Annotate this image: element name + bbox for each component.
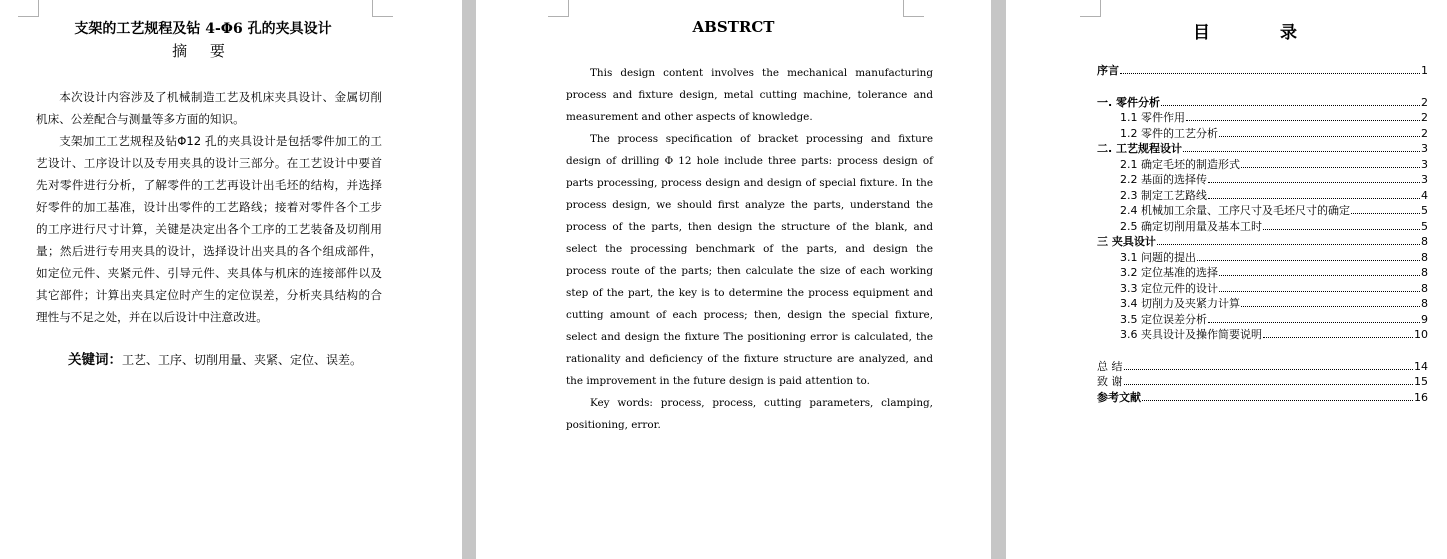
toc-entry[interactable] xyxy=(1097,126,1428,142)
toc-leader-dots xyxy=(1197,260,1420,261)
toc-page-number: 2 xyxy=(1421,126,1428,140)
chinese-abstract-body xyxy=(36,86,382,328)
toc-page-number: 8 xyxy=(1421,250,1428,264)
toc-leader-dots xyxy=(1208,198,1420,199)
toc-page-number: 8 xyxy=(1421,266,1428,279)
toc-entry-text: 总 结 xyxy=(1097,359,1123,373)
toc-page-number: 4 xyxy=(1421,188,1428,202)
toc-leader-dots xyxy=(1183,151,1420,152)
toc-entry[interactable] xyxy=(1097,172,1428,188)
crop-mark xyxy=(1080,0,1101,17)
toc-leader-dots xyxy=(1219,275,1420,276)
toc-leader-dots xyxy=(1351,213,1420,214)
toc-page-number: 3 xyxy=(1421,142,1428,155)
toc-leader-dots xyxy=(1241,167,1420,168)
toc-entry-text: 2.4 机械加工余量、工序尺寸及毛坯尺寸的确定 xyxy=(1120,204,1350,217)
keywords-line xyxy=(68,348,362,368)
toc-title: 目 录 xyxy=(1193,23,1329,43)
toc-entry-text: 3.5 定位误差分析 xyxy=(1120,312,1207,326)
toc-entry-text: 二. 工艺规程设计 xyxy=(1097,142,1183,155)
toc-entry[interactable] xyxy=(1097,327,1428,343)
toc-leader-dots xyxy=(1208,322,1420,323)
toc-leader-dots xyxy=(1208,182,1420,183)
toc-entry[interactable] xyxy=(1097,188,1428,204)
toc-page-number: 8 xyxy=(1421,281,1428,295)
toc-leader-dots xyxy=(1219,136,1420,137)
toc-leader-dots xyxy=(1263,337,1413,338)
toc-entry-text: 序言 xyxy=(1097,64,1119,77)
toc-leader-dots xyxy=(1263,229,1420,230)
abstract-paragraph: 支架加工工艺规程及钻Φ12 孔的夹具设计是包括零件加工的工艺设计、工序设计以及专用夹具的设计三部分。在工艺设计中要首先对零件进行分析，了解零件的工艺再设计出毛坯的结构，并选择好零件的加工基准，设计出零件的工艺路线；接着对零件各个工步的工序进行尺寸计算，关键是决定出各个工序的工艺装备及切削用量；然后进行专用夹具的设计，选择设计出夹具的各个组成部件，如定位元件、夹紧元件、引导元件、夹具体与机床的连接部件以及其它部件；计算出夹具定位时产生的定位误差，分析夹具结构的合理性与不足之处，并在以后设计中注意改进。 xyxy=(36,134,382,324)
toc-leader-dots xyxy=(1219,291,1420,292)
crop-mark xyxy=(372,0,393,17)
toc-leader-dots xyxy=(1186,120,1420,121)
toc-page-number: 5 xyxy=(1421,204,1428,217)
toc-leader-dots xyxy=(1124,369,1414,370)
toc-entry-text: 2.2 基面的选择传 xyxy=(1120,173,1207,186)
page-table-of-contents xyxy=(1006,0,1447,559)
document-title: 支架的工艺规程及钻 4-Φ6 孔的夹具设计 xyxy=(74,21,332,37)
toc-entry-text: 致 谢 xyxy=(1097,375,1123,388)
toc-leader-dots xyxy=(1142,400,1413,401)
page-chinese-abstract xyxy=(0,0,462,559)
toc-entry-text: 3.6 夹具设计及操作简要说明 xyxy=(1120,328,1262,341)
toc-leader-dots xyxy=(1161,105,1420,106)
toc-entry-text: 参考文献 xyxy=(1097,390,1141,404)
toc-entry-text: 3.2 定位基准的选择 xyxy=(1120,266,1218,279)
toc-page-number: 2 xyxy=(1421,95,1428,109)
page-english-abstract xyxy=(476,0,991,559)
toc-page-number: 16 xyxy=(1414,390,1428,404)
toc-page-number: 3 xyxy=(1421,173,1428,186)
toc-entry-text: 1.1 零件作用 xyxy=(1120,111,1185,124)
toc-page-number: 9 xyxy=(1421,312,1428,326)
toc-entry-text: 2.5 确定切削用量及基本工时 xyxy=(1120,219,1262,233)
toc-leader-dots xyxy=(1157,244,1420,245)
toc-entry-text: 三 夹具设计 xyxy=(1097,235,1156,248)
toc-entry[interactable] xyxy=(1097,234,1428,250)
toc-page-number: 8 xyxy=(1421,297,1428,310)
toc-leader-dots xyxy=(1124,384,1414,385)
toc-entry[interactable] xyxy=(1097,390,1428,406)
keywords-label: 关键词： xyxy=(68,352,122,368)
toc-entry[interactable] xyxy=(1097,63,1428,79)
toc-page-number: 8 xyxy=(1421,235,1428,248)
toc-entry[interactable] xyxy=(1097,157,1428,173)
toc-entry[interactable] xyxy=(1097,95,1428,111)
toc-entry-text: 2.1 确定毛坯的制造形式 xyxy=(1120,157,1240,171)
toc-entry[interactable] xyxy=(1097,359,1428,375)
abstract-paragraph: This design content involves the mechanical manufacturing process and fixture design, metal cutting machine, tolerance and measurement and other aspects of knowledge. xyxy=(566,67,933,123)
toc-entry-text: 2.3 制定工艺路线 xyxy=(1120,188,1207,202)
toc-entry[interactable] xyxy=(1097,250,1428,266)
toc-entry[interactable] xyxy=(1097,203,1428,219)
abstract-heading: 摘 要 xyxy=(172,42,234,60)
toc-page-number: 1 xyxy=(1421,64,1428,77)
abstract-paragraph: 本次设计内容涉及了机械制造工艺及机床夹具设计、金属切削机床、公差配合与测量等多方面的知识。 xyxy=(36,90,382,126)
toc-entry[interactable] xyxy=(1097,141,1428,157)
toc-leader-dots xyxy=(1241,306,1420,307)
toc-page-number: 10 xyxy=(1414,328,1428,341)
toc-entry-text: 3.3 定位元件的设计 xyxy=(1120,281,1218,295)
english-abstract-body xyxy=(566,62,933,436)
toc-entry[interactable] xyxy=(1097,110,1428,126)
toc-page-number: 14 xyxy=(1414,359,1428,373)
toc-entry-text: 3.1 问题的提出 xyxy=(1120,250,1196,264)
abstract-paragraph: The process specification of bracket processing and fixture design of drilling Φ 12 hole include three parts: process design of parts processing, process design and design of special fixture. In the process design, we should first analyze the parts, understand the process of the parts, then design the structure of the blank, and select the processing benchmark of the parts, and design the process route of the parts; then calculate the size of each working step of the part, the key is to determine the process equipment and cutting amount of each process; then, design the special fixture, select and design the fixture The positioning error is calculated, the rationality and deficiency of the fixture structure are analyzed, and the improvement in the future design is paid attention to. xyxy=(566,133,933,387)
toc-entry-text: 一. 零件分析 xyxy=(1097,95,1161,109)
toc-page-number: 3 xyxy=(1421,157,1428,171)
toc-page-number: 5 xyxy=(1421,219,1428,233)
abstract-title: ABSTRCT xyxy=(692,18,775,36)
crop-mark xyxy=(18,0,39,17)
toc-page-number: 2 xyxy=(1421,111,1428,124)
keywords-paragraph: Key words: process, process, cutting parameters, clamping, positioning, error. xyxy=(566,397,933,431)
toc-entry[interactable] xyxy=(1097,265,1428,281)
toc-entry[interactable] xyxy=(1097,219,1428,235)
toc-entry[interactable] xyxy=(1097,374,1428,390)
toc-leader-dots xyxy=(1120,73,1420,74)
toc-entry-text: 1.2 零件的工艺分析 xyxy=(1120,126,1218,140)
toc-page-number: 15 xyxy=(1414,375,1428,388)
toc-entry[interactable] xyxy=(1097,296,1428,312)
toc-entry[interactable] xyxy=(1097,281,1428,297)
toc-entry-text: 3.4 切削力及夹紧力计算 xyxy=(1120,297,1240,310)
toc-list xyxy=(1097,63,1428,405)
crop-mark xyxy=(903,0,924,17)
toc-entry[interactable] xyxy=(1097,312,1428,328)
crop-mark xyxy=(548,0,569,17)
keywords-text: 工艺、工序、切削用量、夹紧、定位、误差。 xyxy=(122,353,363,367)
